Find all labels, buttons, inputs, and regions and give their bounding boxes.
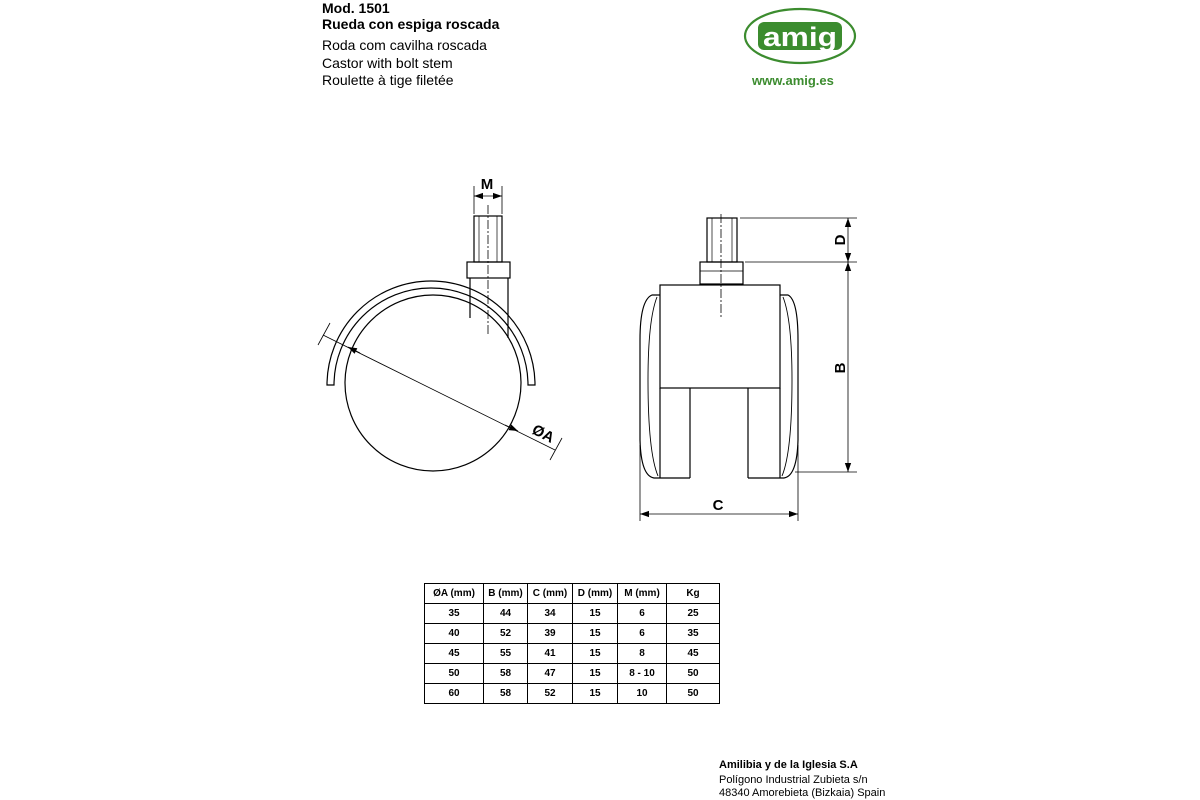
right-tire-outline bbox=[748, 295, 798, 478]
left-tire-inner bbox=[648, 297, 658, 476]
fork-body bbox=[660, 285, 780, 388]
bolt-stem-front bbox=[707, 218, 737, 262]
table-cell: 34 bbox=[528, 604, 573, 624]
table-row bbox=[425, 684, 720, 704]
wheel-hood bbox=[327, 281, 535, 385]
table-header-row bbox=[425, 584, 720, 604]
product-name-es: Rueda con espiga roscada bbox=[322, 16, 500, 32]
side-view bbox=[318, 186, 562, 471]
table-cell: 8 bbox=[618, 644, 667, 664]
table-cell: 50 bbox=[667, 684, 720, 704]
header-m: M (mm) bbox=[618, 584, 667, 604]
table-row bbox=[425, 644, 720, 664]
table-cell: 52 bbox=[484, 624, 528, 644]
table-row bbox=[425, 664, 720, 684]
header-d: D (mm) bbox=[573, 584, 618, 604]
table-cell: 15 bbox=[573, 644, 618, 664]
label-diameter-a: ØA bbox=[529, 421, 557, 447]
table-cell: 15 bbox=[573, 664, 618, 684]
table-cell: 55 bbox=[484, 644, 528, 664]
company-address: Polígono Industrial Zubieta s/n bbox=[719, 774, 868, 786]
label-m: M bbox=[480, 176, 494, 193]
table-cell: 60 bbox=[425, 684, 484, 704]
header-kg: Kg bbox=[667, 584, 720, 604]
table-cell: 44 bbox=[484, 604, 528, 624]
wheel-outline bbox=[345, 295, 521, 471]
table-cell: 45 bbox=[425, 644, 484, 664]
table-cell: 35 bbox=[425, 604, 484, 624]
table-cell: 45 bbox=[667, 644, 720, 664]
table-row bbox=[425, 624, 720, 644]
label-d: D bbox=[832, 234, 849, 246]
table-cell: 8 - 10 bbox=[618, 664, 667, 684]
table-cell: 47 bbox=[528, 664, 573, 684]
left-tire-outline bbox=[640, 295, 690, 478]
table-cell: 15 bbox=[573, 684, 618, 704]
dimensions-table bbox=[424, 583, 720, 704]
table-cell: 50 bbox=[425, 664, 484, 684]
table-cell: 6 bbox=[618, 624, 667, 644]
model-number: Mod. 1501 bbox=[322, 0, 390, 16]
table-cell: 10 bbox=[618, 684, 667, 704]
company-city: 48340 Amorebieta (Bizkaia) Spain bbox=[719, 787, 886, 799]
header-c: C (mm) bbox=[528, 584, 573, 604]
table-cell: 15 bbox=[573, 624, 618, 644]
table-cell: 25 bbox=[667, 604, 720, 624]
table-cell: 39 bbox=[528, 624, 573, 644]
table-cell: 41 bbox=[528, 644, 573, 664]
stem-nut-front bbox=[700, 262, 743, 284]
header-b: B (mm) bbox=[484, 584, 528, 604]
stem-nut bbox=[467, 262, 510, 278]
label-b: B bbox=[832, 362, 849, 374]
table-cell: 6 bbox=[618, 604, 667, 624]
label-c: C bbox=[712, 497, 724, 514]
header-diameter-a: ØA (mm) bbox=[425, 584, 484, 604]
right-tire-inner bbox=[782, 297, 792, 476]
website-link[interactable]: www.amig.es bbox=[752, 73, 834, 88]
table-cell: 58 bbox=[484, 684, 528, 704]
table-cell: 52 bbox=[528, 684, 573, 704]
product-name-pt: Roda com cavilha roscada bbox=[322, 37, 487, 53]
front-view bbox=[640, 214, 857, 521]
company-name: Amilibia y de la Iglesia S.A bbox=[719, 759, 858, 771]
table-cell: 40 bbox=[425, 624, 484, 644]
table-cell: 50 bbox=[667, 664, 720, 684]
table-row bbox=[425, 604, 720, 624]
product-name-en: Castor with bolt stem bbox=[322, 55, 453, 71]
amig-logo bbox=[745, 9, 855, 63]
logo-lettering: amig bbox=[763, 22, 837, 52]
table-cell: 35 bbox=[667, 624, 720, 644]
table-cell: 15 bbox=[573, 604, 618, 624]
table-cell: 58 bbox=[484, 664, 528, 684]
product-name-fr: Roulette à tige filetée bbox=[322, 72, 454, 88]
